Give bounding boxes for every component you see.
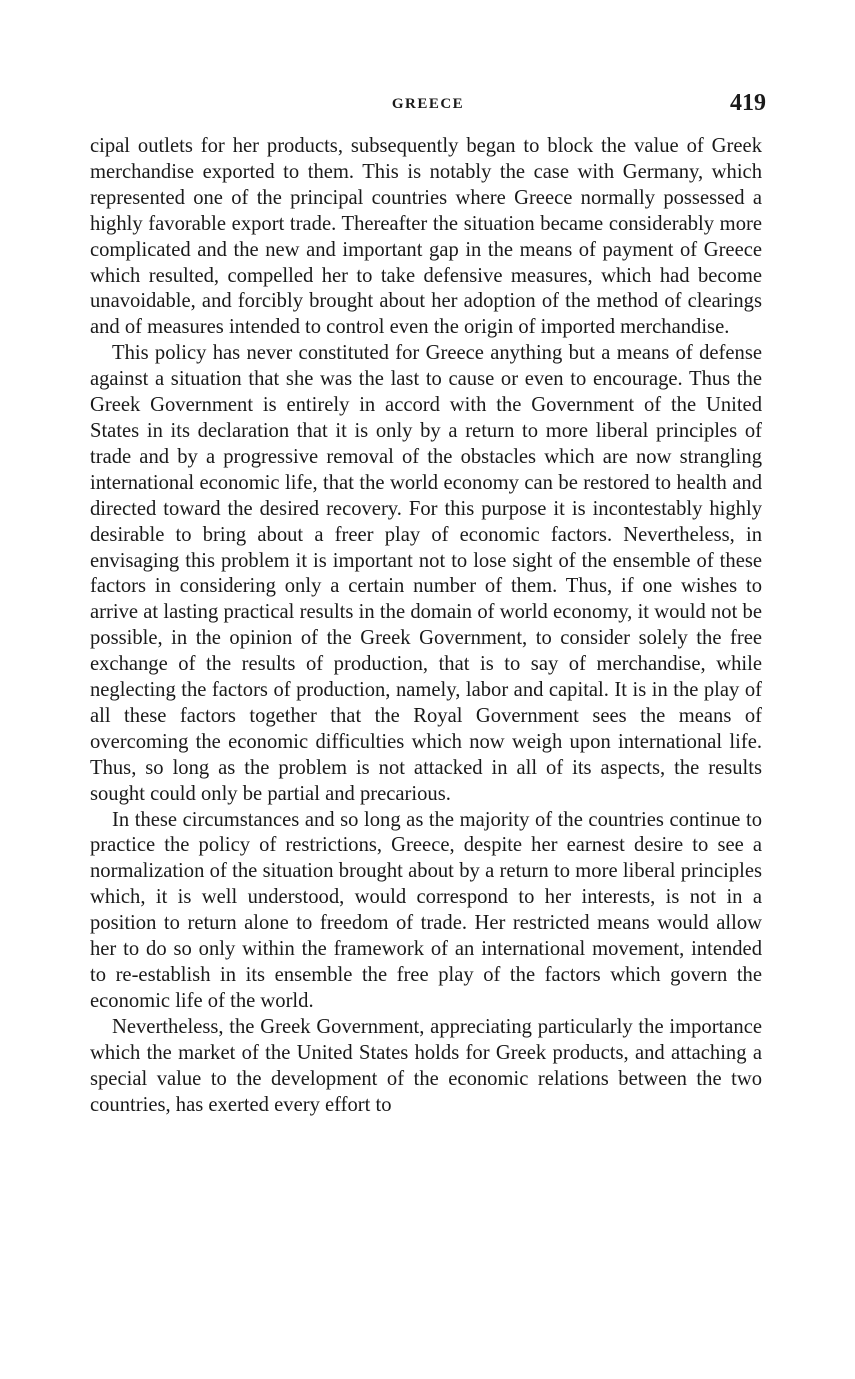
paragraph-circumstances: In these circumstances and so long as the majority of the countries continue to practice the policy of restrictions, Greece, despite her earnest desire to see a normalization of the situation brought about by a return to more liberal principles which, it is well understood, would correspond to her interests, is not in a position to return alone to freedom of trade. Her restricted means would allow her to do so only within the framework of an international movement, intended to re-establish in its ensemble the free play of the factors which govern the economic life of the world. — [90, 808, 762, 1012]
paragraph-continued: cipal outlets for her products, subsequently began to block the value of Greek merchandise exported to them. This is notably the case with Germany, which represented one of the principal countries where Greece normally possessed a highly favorable export trade. Thereafter the situation became considerably more complicated and the new and important gap in the means of payment of Greece which resulted, compelled her to take defensive measures, which had become unavoidable, and forcibly brought about her adoption of the method of clearings and of measures intended to control even the origin of imported merchandise. — [90, 135, 762, 339]
running-title: GREECE — [391, 96, 465, 112]
paragraph-nevertheless: Nevertheless, the Greek Government, appreciating particularly the importance which the market of the United States holds for Greek products, and attaching a special value to the development of the economic relations between the two countries, has exerted every effort to — [90, 1015, 762, 1116]
running-header — [90, 90, 766, 120]
body-text — [90, 134, 762, 1118]
page-number: 419 — [730, 90, 766, 116]
paragraph-policy-defense: This policy has never constituted for Greece anything but a means of defense against a situation that she was the last to cause or even to encourage. Thus the Greek Government is entirely in accord with the Government of the United States in its declaration that it is only by a return to more liberal principles of trade and by a progressive removal of the obstacles which are now strangling international economic life, that the world economy can be restored to health and directed toward the desired recovery. For this purpose it is incontestably highly desirable to bring about a freer play of economic factors. Nevertheless, in envisaging this problem it is important not to lose sight of the ensemble of these factors in considering only a certain number of them. Thus, if one wishes to arrive at lasting practical results in the domain of world economy, it would not be possible, in the opinion of the Greek Government, to consider solely the free exchange of the results of production, that is to say of merchandise, while neglecting the factors of production, namely, labor and capital. It is in the play of all these factors together that the Royal Government sees the means of overcoming the economic difficulties which now weigh upon international life. Thus, so long as the problem is not attacked in all of its aspects, the results sought could only be partial and precarious. — [90, 342, 762, 805]
